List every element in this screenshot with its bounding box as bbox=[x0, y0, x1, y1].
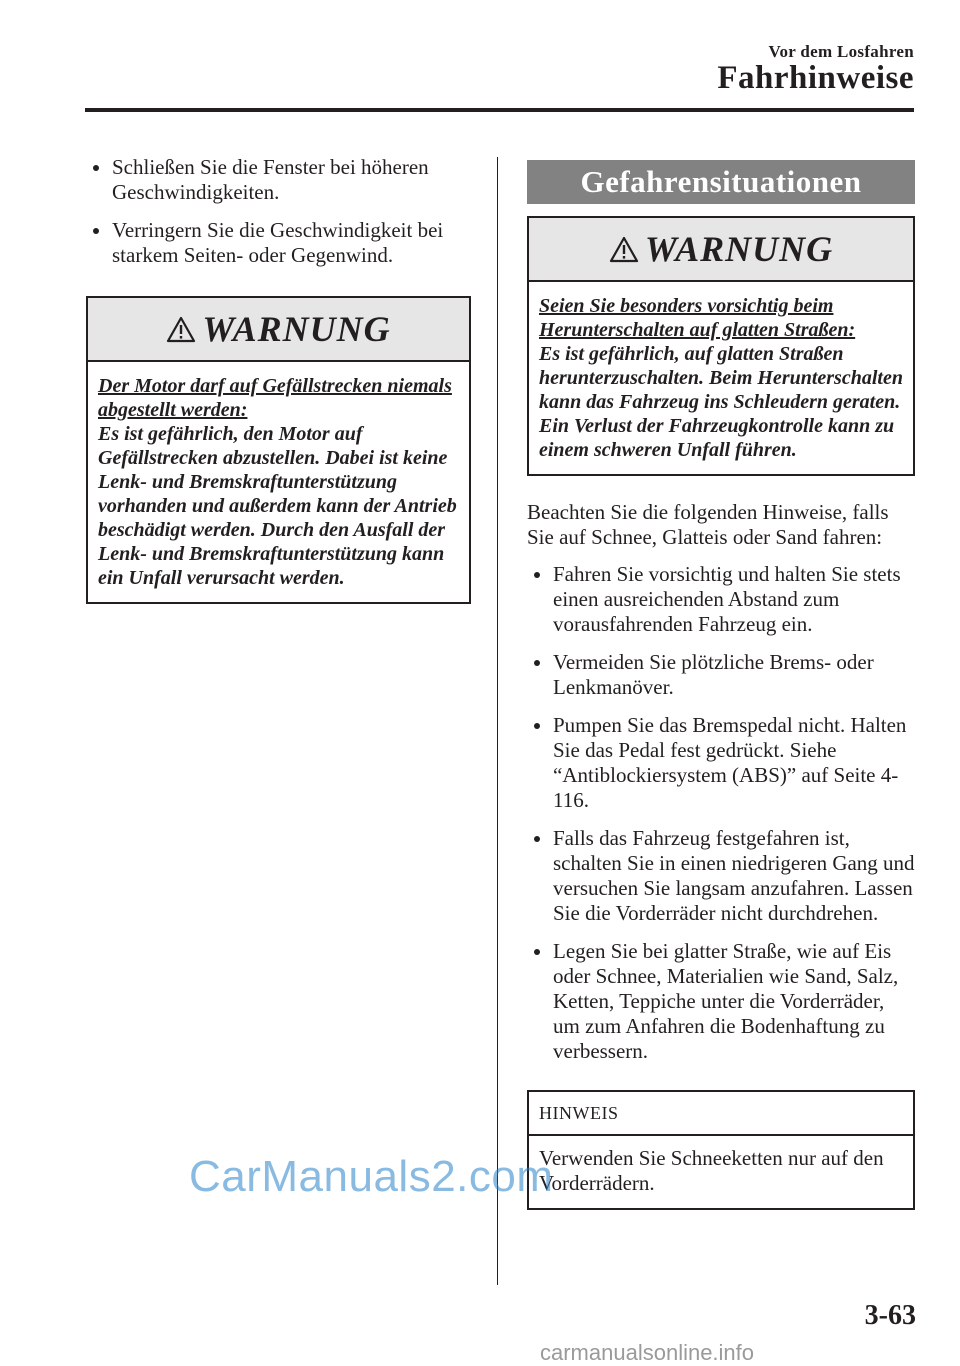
header-rule bbox=[85, 108, 914, 112]
left-bullet-list bbox=[86, 155, 471, 268]
note-header: HINWEIS bbox=[529, 1092, 913, 1136]
watermark-logo: CarManuals2.com bbox=[189, 1152, 554, 1201]
list-item: Falls das Fahrzeug festgefahren ist, schalten Sie in einen niedrigeren Gang und versuchen Sie langsam anzufahren. Lassen Sie die Vorderräder nicht durchdrehen. bbox=[527, 826, 915, 926]
section-heading: Gefahrensituationen bbox=[527, 160, 915, 204]
warning-title: Der Motor darf auf Gefällstrecken niemals abgestellt werden: bbox=[98, 375, 452, 421]
list-item: Schließen Sie die Fenster bei höheren Geschwindigkeiten. bbox=[86, 155, 471, 205]
warning-text: Es ist gefährlich, den Motor auf Gefällstrecken abzustellen. Dabei ist keine Lenk- und Bremskraftunterstützung vorhanden und außerdem kann der Antrieb beschädigt werden. Durch den Ausfall der Lenk- und Bremskraftunterstützung kann ein Unfall verursacht werden. bbox=[98, 423, 457, 589]
warning-body bbox=[529, 282, 913, 474]
warning-box-downshift bbox=[527, 216, 915, 476]
right-column bbox=[527, 160, 915, 1210]
list-item: Vermeiden Sie plötzliche Brems- oder Lenkmanöver. bbox=[527, 650, 915, 700]
column-divider bbox=[497, 157, 498, 1285]
warning-label: WARNUNG bbox=[644, 229, 834, 269]
list-item: Fahren Sie vorsichtig und halten Sie stets einen ausreichenden Abstand zum vorausfahrenden Fahrzeug ein. bbox=[527, 562, 915, 637]
warning-body bbox=[88, 362, 469, 602]
note-text: Verwenden Sie Schneeketten nur auf den Vorderrädern. bbox=[539, 1146, 884, 1195]
warning-text: Es ist gefährlich, auf glatten Straßen herunterzuschalten. Beim Herunterschalten kann das Fahrzeug ins Schleudern geraten. Ein Verlust der Fahrzeugkontrolle kann zu einem schweren Unfall führen. bbox=[539, 343, 903, 461]
warning-header bbox=[529, 218, 913, 282]
list-item: Legen Sie bei glatter Straße, wie auf Eis oder Schnee, Materialien wie Sand, Salz, Ketten, Teppiche unter die Vorderräder, um zum Anfahren die Bodenhaftung zu verbessern. bbox=[527, 939, 915, 1064]
list-item: Pumpen Sie das Bremspedal nicht. Halten Sie das Pedal fest gedrückt. Siehe “Antiblockiersystem (ABS)” auf Seite 4-116. bbox=[527, 713, 915, 813]
note-box bbox=[527, 1090, 915, 1210]
page-title: Fahrhinweise bbox=[717, 60, 914, 96]
warning-title: Seien Sie besonders vorsichtig beim Herunterschalten auf glatten Straßen: bbox=[539, 295, 856, 341]
warning-triangle-icon bbox=[166, 316, 196, 343]
header-section-label: Vor dem Losfahren bbox=[768, 42, 914, 61]
warning-label: WARNUNG bbox=[202, 309, 391, 349]
list-item: Verringern Sie die Geschwindigkeit bei starkem Seiten- oder Gegenwind. bbox=[86, 218, 471, 268]
site-watermark: carmanualsonline.info bbox=[540, 1340, 755, 1365]
intro-paragraph: Beachten Sie die folgenden Hinweise, falls Sie auf Schnee, Glatteis oder Sand fahren: bbox=[527, 500, 889, 549]
warning-triangle-icon bbox=[609, 236, 639, 263]
warning-header bbox=[88, 298, 469, 362]
right-bullet-list bbox=[527, 562, 915, 1064]
page-number: 3-63 bbox=[864, 1300, 916, 1331]
left-column bbox=[86, 155, 471, 604]
warning-box-engine bbox=[86, 296, 471, 604]
